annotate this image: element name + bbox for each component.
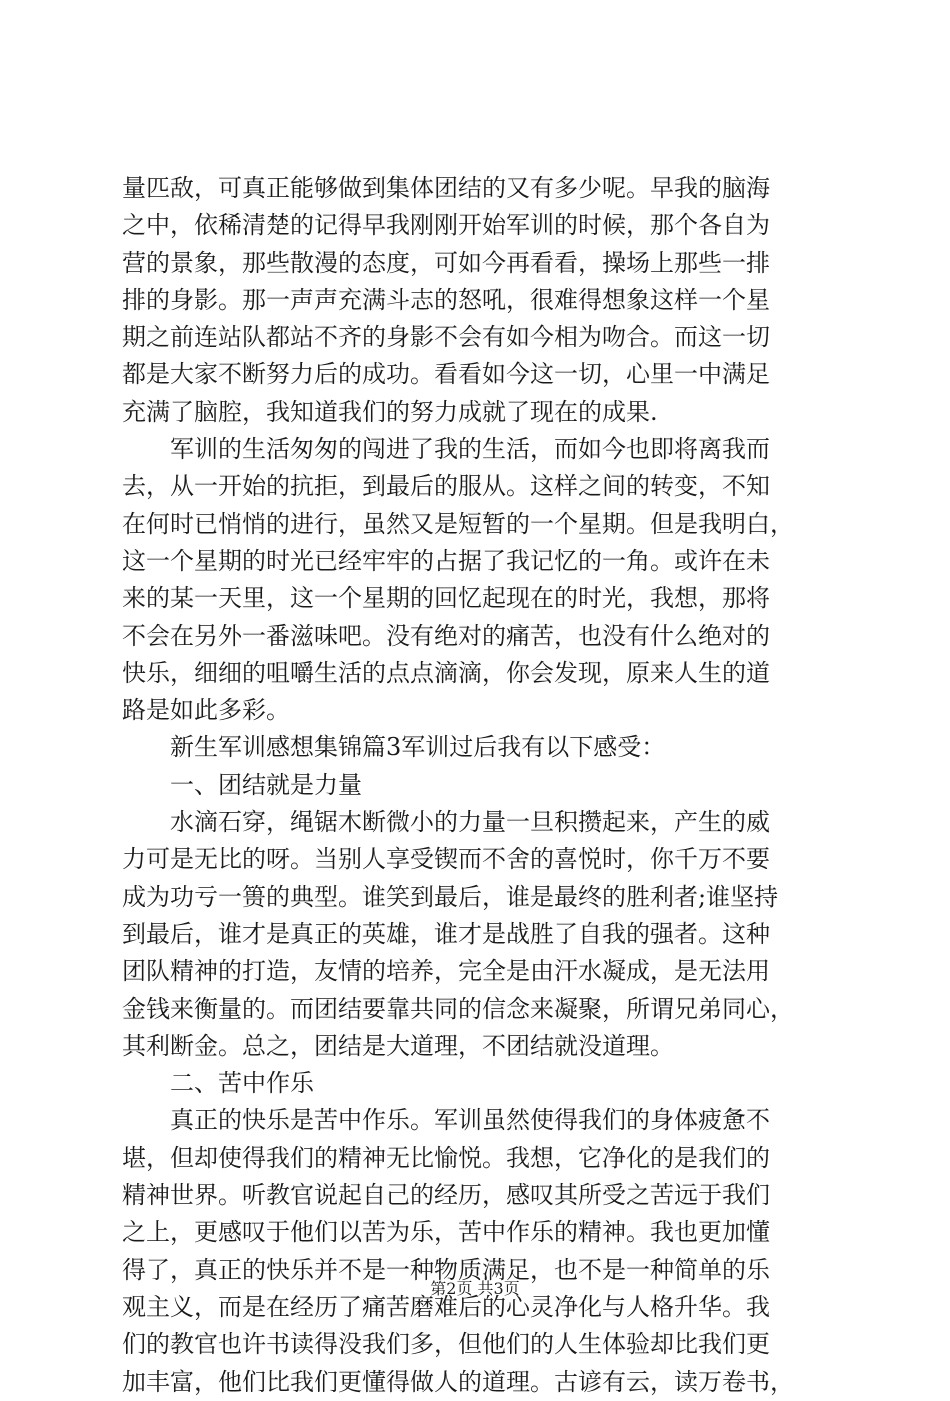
text-line: 力可是无比的呀。当别人享受锲而不舍的喜悦时，你千万不要 (122, 845, 770, 874)
text-line: 去，从一开始的抗拒，到最后的服从。这样之间的转变，不知 (122, 472, 770, 501)
text-line: 路是如此多彩。 (122, 696, 290, 725)
text-line: 在何时已悄悄的进行，虽然又是短暂的一个星期。但是我明白， (122, 509, 794, 538)
text-line: 不会在另外一番滋味吧。没有绝对的痛苦，也没有什么绝对的 (122, 621, 770, 650)
text-line: 到最后，谁才是真正的英雄，谁才是战胜了自我的强者。这种 (122, 919, 770, 948)
text-line: 得了，真正的快乐并不是一种物质满足，也不是一种简单的乐 (122, 1255, 770, 1284)
text-line: 堪，但却使得我们的精神无比愉悦。我想，它净化的是我们的 (122, 1143, 770, 1172)
text-line: 成为功亏一篑的典型。谁笑到最后，谁是最终的胜利者;谁坚持 (122, 882, 779, 911)
text-line: 这一个星期的时光已经牢牢的占据了我记忆的一角。或许在未 (122, 546, 770, 575)
text-line: 来的某一天里，这一个星期的回忆起现在的时光，我想，那将 (122, 584, 770, 613)
text-line: 金钱来衡量的。而团结要靠共同的信念来凝聚，所谓兄弟同心， (122, 994, 794, 1023)
text-line: 其利断金。总之，团结是大道理，不团结就没道理。 (122, 1031, 674, 1060)
text-line: 排的身影。那一声声充满斗志的怒吼，很难得想象这样一个星 (122, 285, 770, 314)
text-line: 快乐，细细的咀嚼生活的点点滴滴，你会发现，原来人生的道 (122, 658, 770, 687)
text-line: 观主义，而是在经历了痛苦磨难后的心灵净化与人格升华。我 (122, 1292, 770, 1321)
text-line: 充满了脑腔，我知道我们的努力成就了现在的成果. (122, 397, 658, 426)
text-line: 一、团结就是力量 (170, 770, 362, 799)
text-line: 二、苦中作乐 (170, 1069, 314, 1098)
text-line: 都是大家不断努力后的成功。看看如今这一切，心里一中满足 (122, 360, 770, 389)
document-body (122, 170, 834, 1401)
text-line: 加丰富，他们比我们更懂得做人的道理。古谚有云，读万卷书， (122, 1367, 794, 1396)
text-line: 营的景象，那些散漫的态度，可如今再看看，操场上那些一排 (122, 248, 770, 277)
text-line: 新生军训感想集锦篇3军训过后我有以下感受： (170, 733, 666, 762)
text-line: 期之前连站队都站不齐的身影不会有如今相为吻合。而这一切 (122, 323, 770, 352)
text-line: 量匹敌，可真正能够做到集体团结的又有多少呢。早我的脑海 (122, 174, 770, 202)
text-line: 水滴石穿，绳锯木断微小的力量一旦积攒起来，产生的威 (170, 808, 770, 837)
text-line: 真正的快乐是苦中作乐。军训虽然使得我们的身体疲惫不 (170, 1106, 770, 1135)
text-line: 精神世界。听教官说起自己的经历，感叹其所受之苦远于我们 (122, 1181, 770, 1210)
text-line: 军训的生活匆匆的闯进了我的生活，而如今也即将离我而 (170, 435, 770, 464)
text-line: 团队精神的打造，友情的培养，完全是由汗水凝成，是无法用 (122, 957, 770, 986)
text-line: 之上，更感叹于他们以苦为乐，苦中作乐的精神。我也更加懂 (122, 1218, 770, 1247)
page-footer: 第2页 共3页 (430, 1279, 520, 1298)
text-line: 之中，依稀清楚的记得早我刚刚开始军训的时候，那个各自为 (122, 211, 770, 240)
text-line: 们的教官也许书读得没我们多，但他们的人生体验却比我们更 (122, 1330, 770, 1359)
